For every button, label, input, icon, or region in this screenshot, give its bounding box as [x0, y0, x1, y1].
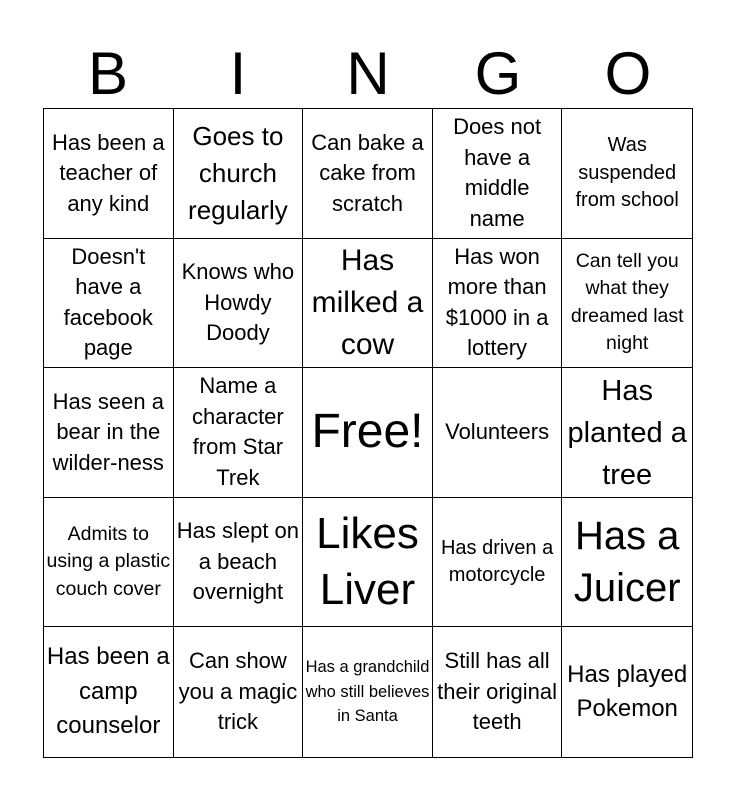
- bingo-cell-text: Goes to church regularly: [188, 120, 288, 225]
- bingo-cell-text: Has a Juicer: [573, 514, 681, 611]
- header-letter-i: I: [229, 40, 247, 107]
- bingo-cell[interactable]: [433, 239, 563, 369]
- bingo-cell-text: Has won more than $1000 in a lottery: [445, 243, 549, 361]
- bingo-cell-text: Knows who Howdy Doody: [181, 259, 295, 346]
- bingo-cell[interactable]: [174, 627, 304, 757]
- bingo-cell-text: Has seen a bear in the wilder-ness: [52, 388, 164, 475]
- bingo-cell[interactable]: [303, 627, 433, 757]
- bingo-cell[interactable]: [174, 368, 304, 498]
- bingo-cell-text: Has milked a cow: [311, 243, 424, 361]
- bingo-cell-text: Can show you a magic trick: [178, 648, 298, 735]
- bingo-cell-text: Has a grandchild who still believes in Santa: [305, 658, 430, 726]
- bingo-cell-text: Volunteers: [445, 419, 550, 445]
- bingo-cell[interactable]: [303, 498, 433, 628]
- free-space-text: Free!: [311, 405, 424, 459]
- bingo-header: [43, 40, 693, 108]
- bingo-cell-text: Has slept on a beach overnight: [176, 518, 300, 605]
- bingo-cell[interactable]: [562, 368, 692, 498]
- bingo-cell[interactable]: [44, 498, 174, 628]
- bingo-cell[interactable]: [433, 498, 563, 628]
- bingo-cell[interactable]: [562, 109, 692, 239]
- header-letter-g: G: [474, 40, 522, 107]
- bingo-cell-text: Name a character from Star Trek: [192, 373, 284, 490]
- bingo-cell[interactable]: [44, 239, 174, 369]
- bingo-cell-text: Does not have a middle name: [453, 114, 542, 231]
- bingo-cell-text: Has driven a motorcycle: [440, 536, 554, 587]
- bingo-cell[interactable]: [174, 109, 304, 239]
- bingo-cell[interactable]: [44, 368, 174, 498]
- header-letter-o: O: [604, 40, 652, 107]
- bingo-cell-text: Doesn't have a facebook page: [63, 243, 153, 361]
- bingo-cell[interactable]: [562, 239, 692, 369]
- bingo-cell[interactable]: [562, 498, 692, 628]
- bingo-cell[interactable]: [433, 109, 563, 239]
- bingo-cell-text: Was suspended from school: [575, 134, 679, 212]
- bingo-cell[interactable]: [303, 239, 433, 369]
- bingo-cell-text: Has planted a tree: [567, 374, 687, 491]
- bingo-cell-text: Has been a camp counselor: [46, 643, 170, 740]
- bingo-cell-text: Can bake a cake from scratch: [311, 129, 424, 216]
- bingo-cell[interactable]: [174, 239, 304, 369]
- bingo-grid: [43, 108, 693, 758]
- bingo-cell-text: Admits to using a plastic couch cover: [46, 522, 171, 600]
- bingo-cell[interactable]: [303, 109, 433, 239]
- bingo-cell[interactable]: [433, 368, 563, 498]
- bingo-cell[interactable]: [44, 627, 174, 757]
- bingo-cell-text: Has been a teacher of any kind: [52, 129, 165, 216]
- bingo-cell-text: Can tell you what they dreamed last night: [570, 249, 684, 355]
- bingo-cell-text: Has played Pokemon: [567, 660, 688, 723]
- header-letter-n: N: [346, 40, 390, 107]
- header-letter-b: B: [87, 40, 129, 107]
- bingo-cell[interactable]: [174, 498, 304, 628]
- bingo-cell-text: Likes Liver: [316, 509, 419, 615]
- free-space[interactable]: [303, 368, 433, 498]
- bingo-cell[interactable]: [562, 627, 692, 757]
- bingo-cell-text: Still has all their original teeth: [437, 648, 558, 735]
- bingo-cell[interactable]: [44, 109, 174, 239]
- bingo-cell[interactable]: [433, 627, 563, 757]
